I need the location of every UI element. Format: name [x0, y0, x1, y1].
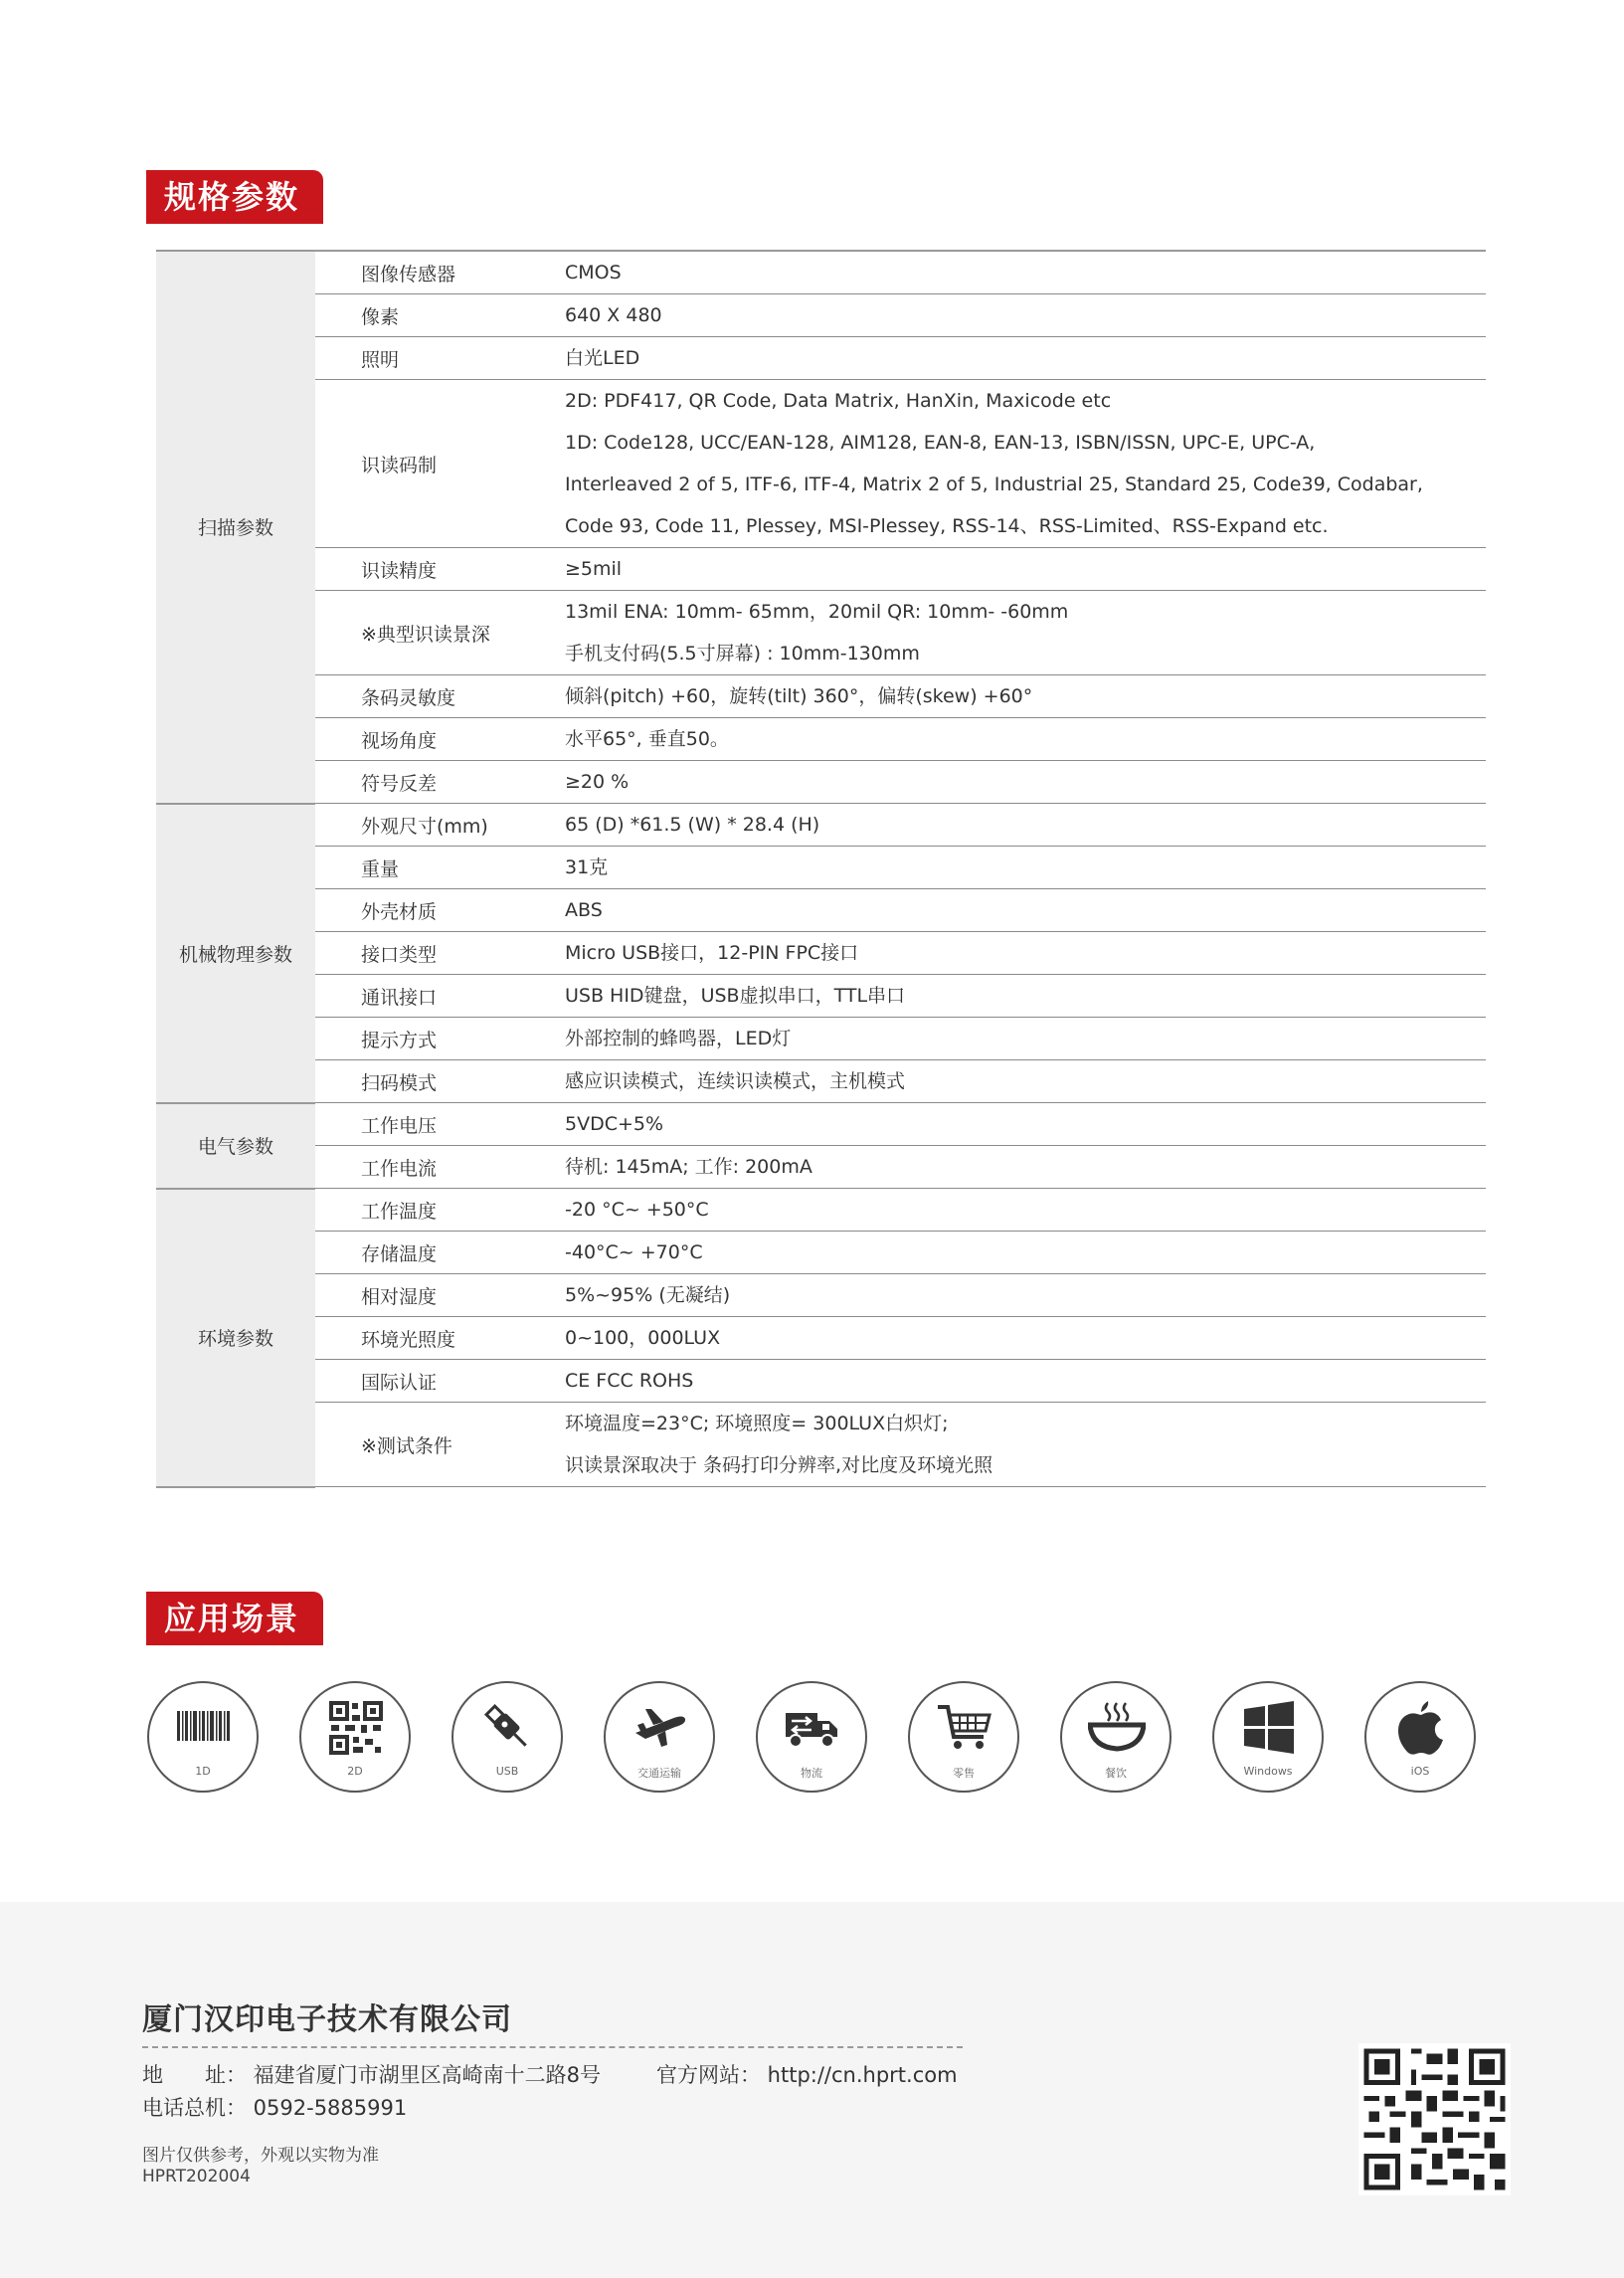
spec-value [515, 1146, 1486, 1189]
spec-value-line: 0~100，000LUX [565, 1327, 721, 1349]
spec-row [156, 294, 1486, 337]
spec-label: 通讯接口 [315, 975, 515, 1018]
shopping-cart-icon [936, 1699, 993, 1757]
spec-value [515, 1403, 1486, 1487]
spec-value [515, 1103, 1486, 1146]
spec-value [515, 294, 1486, 337]
app-retail [908, 1681, 1019, 1793]
spec-value-line: 13mil ENA: 10mm- 65mm，20mil QR: 10mm- -60mm [565, 601, 1069, 623]
spec-label: 工作温度 [315, 1189, 515, 1232]
spec-label: 外观尺寸(mm) [315, 804, 515, 847]
airplane-icon [632, 1699, 689, 1757]
spec-row [156, 1274, 1486, 1317]
food-bowl-icon [1088, 1699, 1146, 1757]
spec-row [156, 675, 1486, 718]
spec-row [156, 847, 1486, 889]
spec-value [515, 1060, 1486, 1103]
section-title-specs: 规格参数 [146, 170, 323, 224]
app-label: 2D [347, 1765, 363, 1778]
company-name: 厦门汉印电子技术有限公司 [142, 2002, 512, 2037]
app-label: 餐饮 [1105, 1767, 1127, 1780]
spec-value-line: ABS [565, 899, 603, 921]
spec-label: ※典型识读景深 [315, 591, 515, 675]
spec-row [156, 1060, 1486, 1103]
app-usb [451, 1681, 563, 1793]
app-ios [1364, 1681, 1476, 1793]
spec-row [156, 337, 1486, 380]
app-label: 零售 [953, 1767, 975, 1780]
section-title-applications: 应用场景 [146, 1592, 323, 1645]
app-label: USB [495, 1765, 519, 1778]
spec-value-line: ≥20 % [565, 771, 630, 793]
spec-value-line: 5%~95% (无凝结) [565, 1284, 731, 1306]
spec-value-line: 倾斜(pitch) +60，旋转(tilt) 360°，偏转(skew) +60° [565, 685, 1033, 707]
spec-label: 工作电流 [315, 1146, 515, 1189]
spec-row [156, 1189, 1486, 1232]
app-logistics [756, 1681, 867, 1793]
app-transport [604, 1681, 715, 1793]
truck-icon [784, 1699, 841, 1757]
spec-value-line: 识读景深取决于 条码打印分辨率,对比度及环境光照 [565, 1454, 993, 1476]
spec-label: 视场角度 [315, 718, 515, 761]
spec-value [515, 932, 1486, 975]
spec-row [156, 804, 1486, 847]
spec-row [156, 932, 1486, 975]
windows-icon [1240, 1699, 1298, 1757]
spec-value [515, 380, 1486, 548]
divider [142, 2046, 963, 2048]
spec-row [156, 761, 1486, 804]
spec-row [156, 1103, 1486, 1146]
spec-label: 相对湿度 [315, 1274, 515, 1317]
spec-value-line: 1D: Code128, UCC/EAN-128, AIM128, EAN-8, EAN-13, ISBN/ISSN, UPC-E, UPC-A, [565, 432, 1316, 454]
spec-row [156, 548, 1486, 591]
spec-label: 工作电压 [315, 1103, 515, 1146]
spec-label: 接口类型 [315, 932, 515, 975]
spec-value-line: 白光LED [565, 347, 640, 369]
barcode-1d-icon [175, 1699, 233, 1757]
app-catering [1060, 1681, 1172, 1793]
spec-group-name: 机械物理参数 [156, 804, 315, 1103]
spec-row [156, 1232, 1486, 1274]
qr-2d-icon [327, 1699, 385, 1757]
spec-table [156, 250, 1486, 1488]
spec-row [156, 591, 1486, 675]
app-windows [1212, 1681, 1324, 1793]
spec-value [515, 548, 1486, 591]
spec-row [156, 1018, 1486, 1060]
app-label: 1D [195, 1765, 211, 1778]
spec-label: 识读精度 [315, 548, 515, 591]
spec-value-line: CMOS [565, 262, 622, 284]
spec-value [515, 975, 1486, 1018]
spec-label: 外壳材质 [315, 889, 515, 932]
spec-value-line: Code 93, Code 11, Plessey, MSI-Plessey, RSS-14、RSS-Limited、RSS-Expand etc. [565, 515, 1329, 537]
spec-value-line: 640 X 480 [565, 304, 662, 326]
spec-label: 条码灵敏度 [315, 675, 515, 718]
spec-value-line: ≥5mil [565, 558, 623, 580]
spec-value-line: 65 (D) *61.5 (W) * 28.4 (H) [565, 814, 820, 836]
spec-value-line: 2D: PDF417, QR Code, Data Matrix, HanXin, Maxicode etc [565, 390, 1112, 412]
spec-value-line: 环境温度=23°C; 环境照度= 300LUX白炽灯; [565, 1413, 949, 1434]
spec-row [156, 1317, 1486, 1360]
spec-value [515, 337, 1486, 380]
app-label: iOS [1410, 1765, 1430, 1778]
spec-value [515, 718, 1486, 761]
spec-value-line: 待机: 145mA; 工作: 200mA [565, 1156, 812, 1178]
spec-label: 国际认证 [315, 1360, 515, 1403]
usb-icon [479, 1699, 537, 1757]
spec-value [515, 675, 1486, 718]
spec-value [515, 1018, 1486, 1060]
phone: 电话总机： 0592-5885991 [142, 2096, 408, 2120]
website: 官方网站： http://cn.hprt.com [656, 2063, 958, 2087]
spec-value-line: 水平65°, 垂直50。 [565, 728, 729, 750]
spec-value [515, 889, 1486, 932]
spec-row [156, 718, 1486, 761]
spec-value-line: Micro USB接口，12-PIN FPC接口 [565, 942, 859, 964]
spec-value [515, 847, 1486, 889]
spec-value-line: USB HID键盘，USB虚拟串口，TTL串口 [565, 985, 906, 1007]
spec-label: 照明 [315, 337, 515, 380]
spec-label: 提示方式 [315, 1018, 515, 1060]
spec-label: 存储温度 [315, 1232, 515, 1274]
spec-value [515, 251, 1486, 294]
spec-value [515, 761, 1486, 804]
spec-row [156, 1360, 1486, 1403]
app-label: 交通运输 [637, 1767, 681, 1780]
spec-label: 重量 [315, 847, 515, 889]
spec-label: 符号反差 [315, 761, 515, 804]
app-label: 物流 [801, 1767, 822, 1780]
spec-group-name: 环境参数 [156, 1189, 315, 1487]
application-icons [147, 1681, 1480, 1796]
spec-value [515, 1189, 1486, 1232]
disclaimer: 图片仅供参考，外观以实物为准 [142, 2146, 379, 2166]
spec-value-line: 5VDC+5% [565, 1113, 664, 1135]
spec-value-line: -20 °C~ +50°C [565, 1199, 709, 1221]
spec-group-name: 扫描参数 [156, 251, 315, 804]
spec-label: 环境光照度 [315, 1317, 515, 1360]
spec-value [515, 1232, 1486, 1274]
spec-value [515, 1317, 1486, 1360]
spec-value-line: 手机支付码(5.5寸屏幕) : 10mm-130mm [565, 643, 920, 664]
spec-value-line: 感应识读模式，连续识读模式，主机模式 [565, 1070, 906, 1092]
spec-row [156, 1403, 1486, 1487]
address: 地 址： 福建省厦门市湖里区高崎南十二路8号 [142, 2063, 602, 2087]
spec-value-line: -40°C~ +70°C [565, 1241, 703, 1263]
spec-value [515, 1360, 1486, 1403]
spec-row [156, 889, 1486, 932]
spec-row [156, 380, 1486, 548]
spec-value [515, 591, 1486, 675]
spec-label: ※测试条件 [315, 1403, 515, 1487]
spec-label: 图像传感器 [315, 251, 515, 294]
qr-code-icon [1358, 2043, 1511, 2195]
apple-icon [1392, 1699, 1450, 1757]
spec-row [156, 975, 1486, 1018]
app-label: Windows [1243, 1765, 1293, 1778]
spec-label: 像素 [315, 294, 515, 337]
spec-label: 识读码制 [315, 380, 515, 548]
spec-row [156, 1146, 1486, 1189]
spec-row [156, 251, 1486, 294]
spec-label: 扫码模式 [315, 1060, 515, 1103]
spec-value [515, 804, 1486, 847]
spec-value [515, 1274, 1486, 1317]
spec-value-line: 外部控制的蜂鸣器，LED灯 [565, 1028, 792, 1049]
spec-value-line: Interleaved 2 of 5, ITF-6, ITF-4, Matrix 2 of 5, Industrial 25, Standard 25, Code39, Codabar, [565, 474, 1423, 495]
spec-value-line: 31克 [565, 856, 609, 878]
app-2d [299, 1681, 411, 1793]
spec-group-name: 电气参数 [156, 1103, 315, 1189]
document-code: HPRT202004 [142, 2167, 251, 2186]
app-1d [147, 1681, 259, 1793]
spec-value-line: CE FCC ROHS [565, 1370, 694, 1392]
